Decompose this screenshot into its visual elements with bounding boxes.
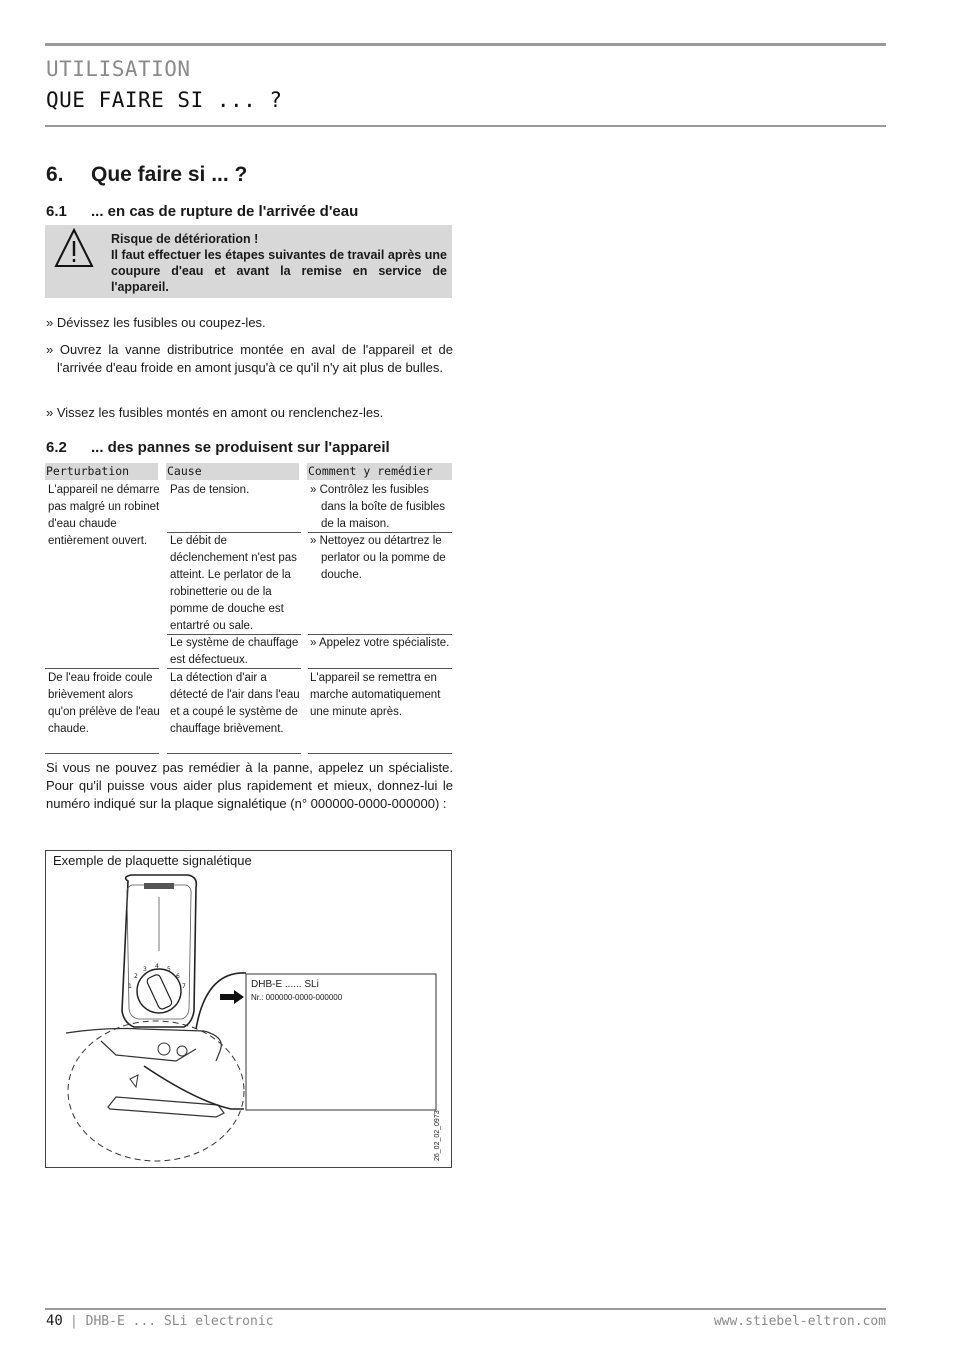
footer-url: www.stiebel-eltron.com	[713, 1314, 886, 1329]
screw	[177, 1046, 187, 1056]
table-cell-disturbance: De l'eau froide coule brièvement alors qu'on prélève de l'eau chaude.	[48, 672, 160, 735]
table-header-cause: Cause	[166, 463, 299, 480]
plate-number-text: Nr.: 000000-0000-000000	[251, 993, 343, 1002]
warning-title: Risque de détérioration !	[111, 232, 259, 246]
cover-plate	[108, 1097, 224, 1117]
screw	[158, 1043, 170, 1055]
chapter-title: QUE FAIRE SI ... ?	[46, 88, 283, 112]
appliance-drawing	[46, 851, 451, 1167]
table-cell-remedy: L'appareil se remettra en marche automatiquement une minute après.	[310, 672, 441, 718]
table-header-remedy: Comment y remédier	[307, 463, 452, 480]
page-number: 40	[46, 1313, 63, 1329]
heading-6	[46, 163, 247, 187]
warning-text	[111, 231, 447, 295]
section-title: UTILISATION	[46, 57, 191, 81]
heading-6-1-title: ... en cas de rupture de l'arrivée d'eau	[91, 203, 359, 220]
warning-box	[45, 225, 452, 298]
footer-rule	[45, 1308, 886, 1310]
summary-paragraph: Si vous ne pouvez pas remédier à la panne, appelez un spécialiste. Pour qu'il puisse vous aider plus rapidement et mieux, donnez-lui le numéro indiqué sur la plaque signalétique (n° 000000-0000-000000) :	[46, 760, 453, 811]
table-cell-remedy: » Contrôlez les fusibles dans la boîte de fusibles de la maison.	[310, 484, 446, 530]
heading-6-2	[46, 439, 390, 456]
heading-6-1	[46, 203, 358, 220]
table-row-divider	[308, 753, 452, 754]
table-cell-cause: Pas de tension.	[170, 484, 250, 496]
table-header-disturbance: Perturbation	[45, 463, 158, 480]
table-row-divider	[167, 753, 301, 754]
table-cell-remedy: » Appelez votre spécialiste.	[310, 637, 450, 649]
table-row-divider	[45, 753, 159, 754]
detail-circle	[68, 1021, 244, 1161]
heading-6-1-number: 6.1	[46, 203, 67, 220]
plate-model-text: DHB-E ...... SLi	[251, 979, 319, 990]
connection-detail	[101, 1041, 196, 1061]
footer-product: | DHB-E ... SLi electronic	[70, 1314, 274, 1329]
heading-6-title: Que faire si ... ?	[91, 163, 248, 186]
step-item: » Dévissez les fusibles ou coupez-les.	[46, 315, 266, 330]
table-row-divider	[308, 668, 452, 669]
dial-number: 3	[143, 966, 147, 973]
table-cell-cause: La détection d'air a détecté de l'air dans l'eau et a coupé le système de chauffage brièvement.	[170, 672, 300, 735]
table-cell-cause: Le débit de déclenchement n'est pas atteint. Le perlator de la robinetterie ou de la pomme de douche est entartré ou sale.	[170, 535, 297, 632]
dial-number: 1	[128, 983, 132, 990]
brand-label-mark	[144, 883, 174, 889]
warning-body: Il faut effectuer les étapes suivantes de travail après une coupure d'eau et avant la remise en service de l'appareil.	[111, 248, 447, 294]
leader-line	[196, 973, 246, 1029]
heading-6-2-title: ... des pannes se produisent sur l'appareil	[91, 439, 390, 456]
heading-6-number: 6.	[46, 163, 64, 186]
warning-icon	[54, 228, 94, 268]
dial-number: 5	[167, 966, 171, 973]
dial-number: 2	[134, 973, 138, 980]
table-row-divider	[45, 668, 159, 669]
dial-knob	[146, 974, 173, 1011]
table-cell-remedy: » Nettoyez ou détartrez le perlator ou la pomme de douche.	[310, 535, 446, 581]
heading-6-2-number: 6.2	[46, 439, 67, 456]
figure-code: 26_02_02_0973	[434, 1110, 441, 1161]
header-top-rule	[45, 43, 886, 46]
step-item: » Ouvrez la vanne distributrice montée en aval de l'appareil et de l'arrivée d'eau froide en amont jusqu'à ce qu'il n'y ait plus de bulles.	[46, 342, 453, 375]
clip	[130, 1075, 138, 1087]
header-bottom-rule	[45, 125, 886, 127]
rating-plate-figure	[45, 850, 452, 1168]
table-cell-disturbance: L'appareil ne démarre pas malgré un robinet d'eau chaude entièrement ouvert.	[48, 484, 160, 547]
figure-caption: Exemple de plaquette signalétique	[53, 853, 252, 868]
table-row-divider	[167, 668, 301, 669]
table-cell-cause: Le système de chauffage est défectueux.	[170, 637, 299, 666]
arrow-right-icon	[220, 990, 244, 1004]
dial-number: 6	[176, 973, 180, 980]
step-item: » Vissez les fusibles montés en amont ou renclenchez-les.	[46, 405, 384, 420]
dial-number: 7	[182, 983, 186, 990]
dial-number: 4	[155, 963, 159, 970]
